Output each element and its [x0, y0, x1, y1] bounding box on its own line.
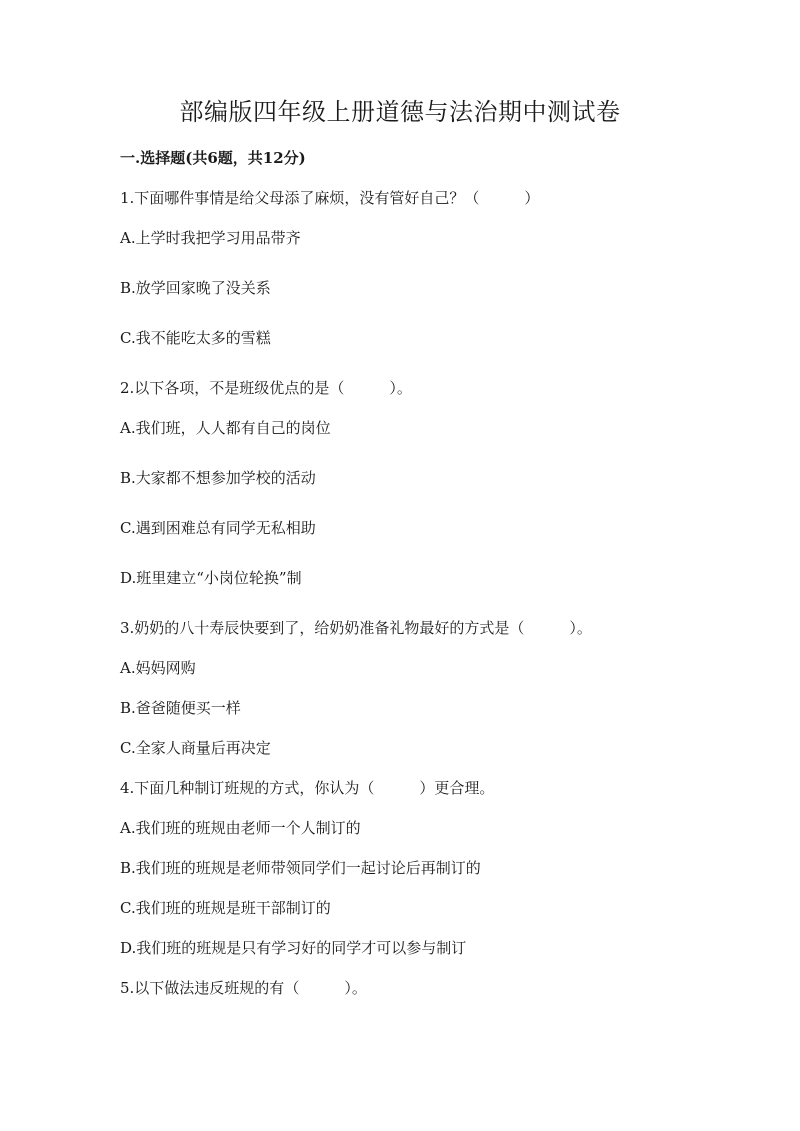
question-4-option-a: A.我们班的班规由老师一个人制订的 [120, 819, 361, 837]
question-2-stem: 2.以下各项，不是班级优点的是（ ）。 [120, 379, 412, 397]
question-1-option-c: C.我不能吃太多的雪糕 [120, 329, 271, 347]
section-heading: 一.选择题(共6题，共12分) [120, 149, 306, 167]
question-1-stem: 1.下面哪件事情是给父母添了麻烦，没有管好自己？（ ） [120, 189, 540, 207]
question-2-option-d: D.班里建立“小岗位轮换”制 [120, 569, 302, 587]
question-4-option-d: D.我们班的班规是只有学习好的同学才可以参与制订 [120, 939, 467, 957]
question-3-stem: 3.奶奶的八十寿辰快要到了，给奶奶准备礼物最好的方式是（ ）。 [120, 619, 592, 637]
question-2-option-a: A.我们班，人人都有自己的岗位 [120, 419, 331, 437]
question-2-option-b: B.大家都不想参加学校的活动 [120, 469, 316, 487]
question-4-option-b: B.我们班的班规是老师带领同学们一起讨论后再制订的 [120, 859, 481, 877]
question-1-option-b: B.放学回家晚了没关系 [120, 279, 271, 297]
page-title: 部编版四年级上册道德与法治期中测试卷 [179, 98, 621, 126]
question-2-option-c: C.遇到困难总有同学无私相助 [120, 519, 316, 537]
question-4-stem: 4.下面几种制订班规的方式，你认为（ ）更合理。 [120, 779, 495, 797]
question-3-option-c: C.全家人商量后再决定 [120, 739, 271, 757]
question-4-option-c: C.我们班的班规是班干部制订的 [120, 899, 331, 917]
question-1-option-a: A.上学时我把学习用品带齐 [120, 229, 301, 247]
question-3-option-a: A.妈妈网购 [120, 659, 196, 677]
question-3-option-b: B.爸爸随便买一样 [120, 699, 241, 717]
question-5-stem: 5.以下做法违反班规的有（ ）。 [120, 979, 367, 997]
